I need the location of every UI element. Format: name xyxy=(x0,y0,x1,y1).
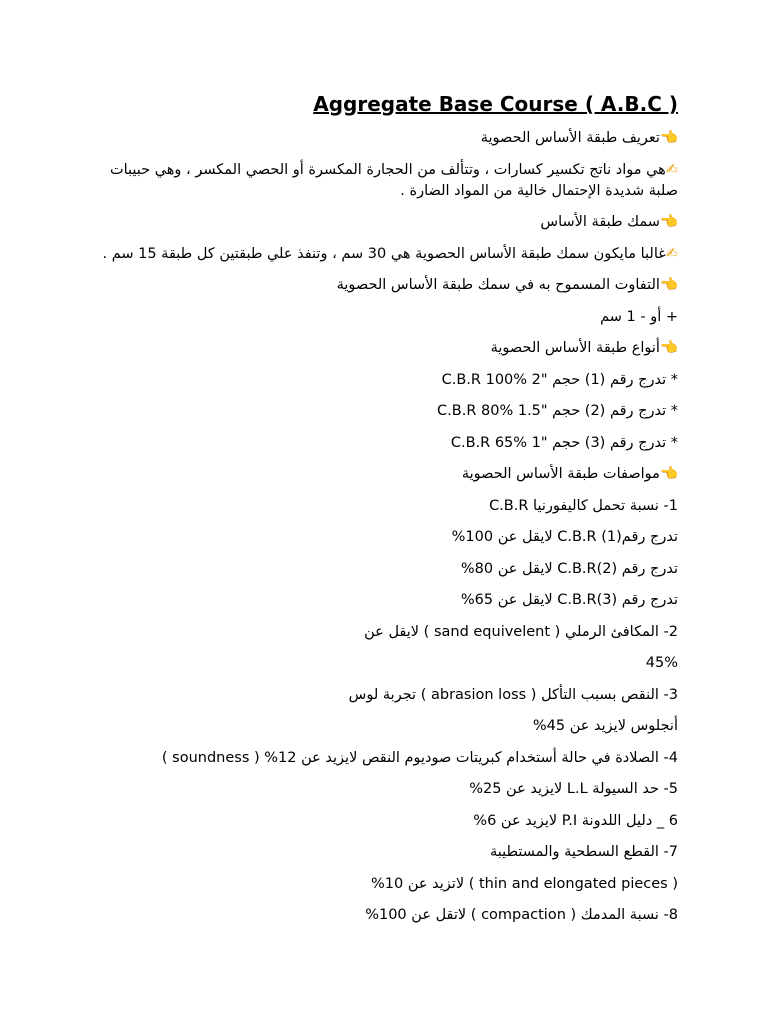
line-text: أنجلوس لايزيد عن 45% xyxy=(532,718,678,734)
line-text: أنواع طبقة الأساس الحصوية xyxy=(490,340,660,356)
line-text: + أو - 1 سم xyxy=(600,308,678,325)
pointing-hand-icon: 👈 xyxy=(659,340,678,356)
line-text: غالبا مايكون سمك طبقة الأساس الحصوية هي 30 سم ، وتنفذ علي طبقتين كل طبقة 15 سم . xyxy=(102,245,666,262)
line-text: تدرج رقم (2)C.B.R لايقل عن 80% xyxy=(460,560,678,577)
line-text: 45% xyxy=(645,655,678,671)
pointing-hand-icon: 👈 xyxy=(659,277,678,293)
line-text: * تدرج رقم (1) حجم "2 C.B.R 100% xyxy=(441,371,678,388)
section-heading-specs xyxy=(78,464,678,485)
writing-hand-icon: ✍ xyxy=(665,161,678,178)
pointing-hand-icon: 👈 xyxy=(659,130,678,146)
line-text: هي مواد ناتج تكسير كسارات ، وتتألف من الحجارة المكسرة أو الحصي المكسر ، وهي حبيبات صلبة شديدة الإحتمال خالية من المواد الضارة . xyxy=(109,161,678,199)
line-text: 4- الصلادة في حالة أستخدام كبريتات صوديوم النقص لايزيد عن 12% ( soundness ) xyxy=(161,749,678,766)
spec-item xyxy=(78,496,678,517)
line-text: 6 _ دليل اللدونة P.I لايزيد عن 6% xyxy=(473,812,678,829)
spec-item xyxy=(78,874,678,895)
spec-item xyxy=(78,842,678,863)
writing-hand-icon: ✍ xyxy=(665,245,678,262)
spec-item xyxy=(78,527,678,548)
spec-item xyxy=(78,653,678,674)
line-text: * تدرج رقم (2) حجم "1.5 C.B.R 80% xyxy=(437,403,678,419)
line-text: تدرج رقم(1) C.B.R لايقل عن 100% xyxy=(451,529,678,545)
pointing-hand-icon: 👈 xyxy=(659,466,678,482)
thickness-paragraph xyxy=(78,244,678,265)
spec-item xyxy=(78,905,678,926)
list-item xyxy=(78,370,678,391)
list-item xyxy=(78,433,678,454)
line-text: * تدرج رقم (3) حجم "1 C.B.R 65% xyxy=(450,434,678,451)
tolerance-value xyxy=(78,307,678,328)
line-text: 7- القطع السطحية والمستطيبة xyxy=(489,844,678,860)
spec-item xyxy=(78,685,678,706)
line-text: ( thin and elongated pieces ) لاتزيد عن 10% xyxy=(371,875,678,892)
definition-paragraph xyxy=(78,160,678,202)
spec-item xyxy=(78,716,678,737)
spec-item xyxy=(78,622,678,643)
section-heading-types xyxy=(78,338,678,359)
spec-item xyxy=(78,811,678,832)
line-text: التفاوت المسموح به في سمك طبقة الأساس الحصوية xyxy=(336,277,660,293)
line-text: 3- النقص بسبب التأكل ( abrasion loss ) تجربة لوس xyxy=(348,686,678,703)
page-title: Aggregate Base Course ( A.B.C ) xyxy=(313,92,678,116)
line-text: تعريف طبقة الأساس الحصوية xyxy=(480,130,660,146)
line-text: 2- المكافئ الرملي ( sand equivelent ) لايقل عن xyxy=(364,623,678,640)
document-body xyxy=(78,128,678,937)
line-text: سمك طبقة الأساس xyxy=(540,214,660,230)
line-text: 5- حد السيولة L.L لايزيد عن 25% xyxy=(469,781,678,797)
list-item xyxy=(78,401,678,422)
spec-item xyxy=(78,748,678,769)
section-heading-thickness xyxy=(78,212,678,233)
line-text: 1- نسبة تحمل كاليفورنيا C.B.R xyxy=(489,497,678,514)
spec-item xyxy=(78,559,678,580)
line-text: 8- نسبة المدمك ( compaction ) لاتقل عن 100% xyxy=(365,907,678,923)
section-heading-definition xyxy=(78,128,678,149)
pointing-hand-icon: 👈 xyxy=(659,214,678,230)
section-heading-tolerance xyxy=(78,275,678,296)
line-text: تدرج رقم (3)C.B.R لايقل عن 65% xyxy=(460,592,678,608)
spec-item xyxy=(78,590,678,611)
line-text: مواصفات طبقة الأساس الحصوية xyxy=(461,466,660,482)
spec-item xyxy=(78,779,678,800)
